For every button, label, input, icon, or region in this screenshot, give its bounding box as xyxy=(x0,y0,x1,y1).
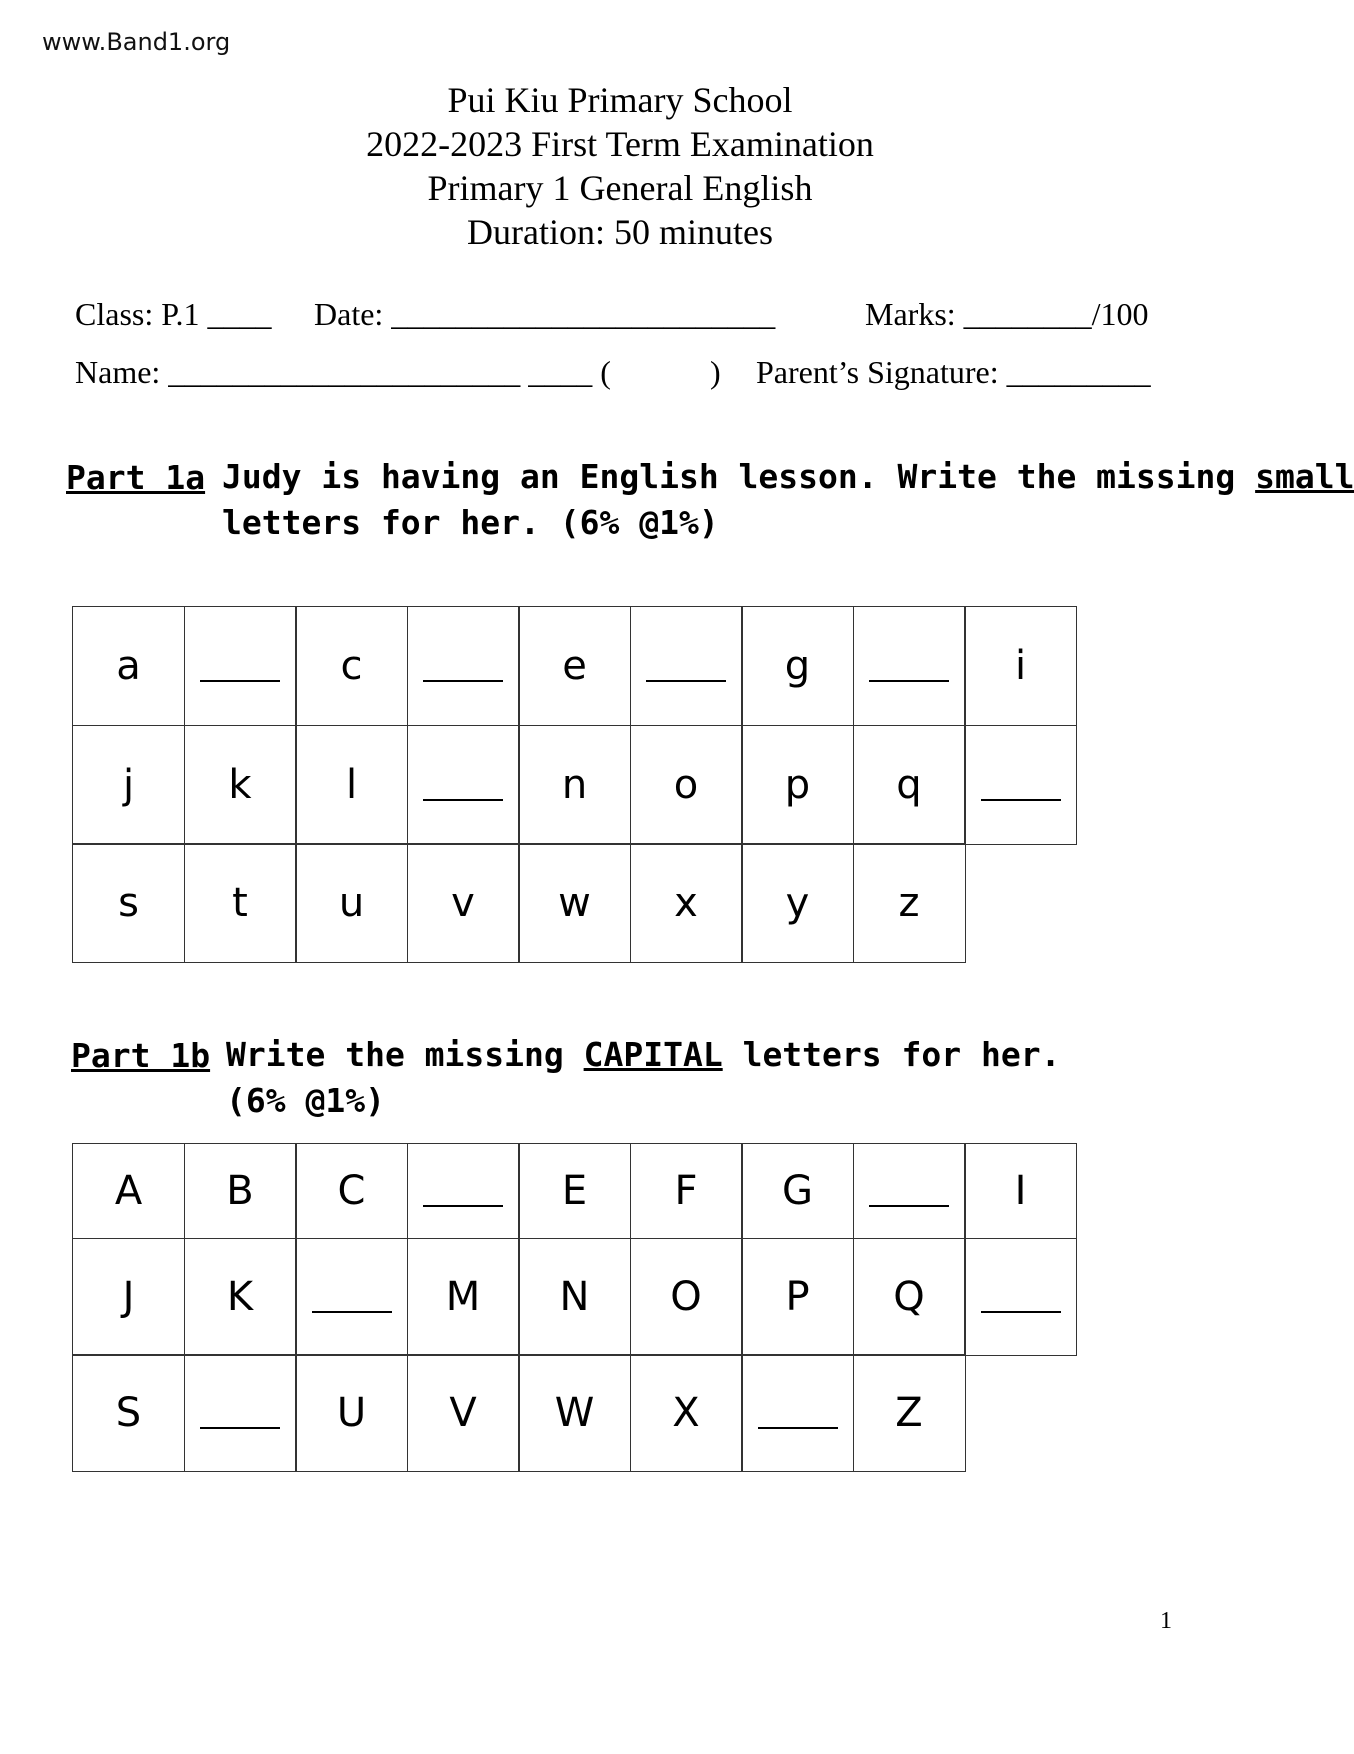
letter-cell: J xyxy=(72,1238,185,1356)
school-name: Pui Kiu Primary School xyxy=(447,80,793,120)
letter-row xyxy=(72,725,1076,844)
answer-line xyxy=(758,1425,838,1429)
part-1a-label: Part 1a xyxy=(66,458,206,497)
letter-cell: w xyxy=(518,843,631,963)
letter-cell: M xyxy=(407,1238,520,1356)
letter-cell: u xyxy=(295,843,408,963)
exam-title: 2022-2023 First Term Examination xyxy=(366,124,874,164)
letter-cell: Q xyxy=(853,1238,966,1356)
answer-line xyxy=(423,797,503,801)
answer-line xyxy=(423,1203,503,1207)
letter-cell: e xyxy=(518,606,631,726)
answer-line xyxy=(646,678,726,682)
answer-line xyxy=(423,678,503,682)
letter-cell: P xyxy=(741,1238,854,1356)
letter-cell: p xyxy=(741,725,854,845)
letter-row xyxy=(72,1354,1076,1471)
part-1b-line1: Write the missing xyxy=(226,1035,584,1074)
blank-letter-cell[interactable] xyxy=(964,1238,1077,1356)
letter-cell: j xyxy=(72,725,185,845)
name-paren-close: ) xyxy=(710,354,721,390)
letter-cell: n xyxy=(518,725,631,845)
letter-cell: S xyxy=(72,1354,185,1472)
letter-cell: Z xyxy=(853,1354,966,1472)
letter-cell: V xyxy=(407,1354,520,1472)
letter-cell: G xyxy=(741,1143,854,1239)
subject-title: Primary 1 General English xyxy=(427,168,813,208)
blank-letter-cell[interactable] xyxy=(407,1143,520,1239)
blank-letter-cell[interactable] xyxy=(853,1143,966,1239)
part-1a-instructions xyxy=(222,454,1354,546)
answer-line xyxy=(869,1203,949,1207)
signature-field: Parent’s Signature: _________ xyxy=(756,354,1151,390)
letter-cell: F xyxy=(630,1143,743,1239)
letter-cell: C xyxy=(295,1143,408,1239)
answer-line xyxy=(200,1425,280,1429)
letter-cell: U xyxy=(295,1354,408,1472)
part-1a-line1: Judy is having an English lesson. Write the missing xyxy=(222,457,1256,496)
answer-line xyxy=(981,1309,1061,1313)
duration: Duration: 50 minutes xyxy=(467,212,773,252)
letter-cell: t xyxy=(184,843,297,963)
letter-cell: N xyxy=(518,1238,631,1356)
answer-line xyxy=(312,1309,392,1313)
part-1b-label: Part 1b xyxy=(71,1036,211,1075)
watermark: www.Band1.org xyxy=(42,28,231,56)
part-1a-emphasis: small xyxy=(1255,457,1354,496)
name-field: Name: ______________________ ____ ( xyxy=(75,354,611,390)
blank-letter-cell[interactable] xyxy=(741,1354,854,1472)
blank-letter-cell[interactable] xyxy=(184,1354,297,1472)
part-1a-line2: letters for her. (6% @1%) xyxy=(222,503,719,542)
letter-cell: o xyxy=(630,725,743,845)
date-field: Date: ________________________ xyxy=(314,296,776,332)
letter-cell: q xyxy=(853,725,966,845)
letter-cell: v xyxy=(407,843,520,963)
letter-cell: g xyxy=(741,606,854,726)
letter-cell: B xyxy=(184,1143,297,1239)
blank-letter-cell[interactable] xyxy=(295,1238,408,1356)
letter-cell: k xyxy=(184,725,297,845)
letter-cell: i xyxy=(964,606,1077,726)
class-field: Class: P.1 ____ xyxy=(75,296,272,332)
answer-line xyxy=(200,678,280,682)
letter-cell: c xyxy=(295,606,408,726)
letter-cell: I xyxy=(964,1143,1077,1239)
letter-cell: X xyxy=(630,1354,743,1472)
letter-cell: W xyxy=(518,1354,631,1472)
part-1b-emphasis: CAPITAL xyxy=(583,1035,723,1074)
blank-letter-cell[interactable] xyxy=(964,725,1077,845)
page-number: 1 xyxy=(1160,1608,1172,1634)
part-1b-line2: (6% @1%) xyxy=(226,1081,385,1120)
answer-line xyxy=(981,797,1061,801)
letter-cell: s xyxy=(72,843,185,963)
letter-cell: z xyxy=(853,843,966,963)
letter-row xyxy=(72,1238,1076,1355)
blank-letter-cell[interactable] xyxy=(853,606,966,726)
letter-cell: K xyxy=(184,1238,297,1356)
blank-letter-cell[interactable] xyxy=(630,606,743,726)
letter-row xyxy=(72,843,1076,962)
blank-letter-cell[interactable] xyxy=(407,606,520,726)
letter-cell: A xyxy=(72,1143,185,1239)
part-1b-line1-end: letters for her. xyxy=(722,1035,1061,1074)
part-1a-letter-grid xyxy=(72,606,1076,962)
letter-cell: l xyxy=(295,725,408,845)
part-1b-letter-grid xyxy=(72,1143,1076,1471)
letter-row xyxy=(72,606,1076,725)
blank-letter-cell[interactable] xyxy=(184,606,297,726)
letter-cell: y xyxy=(741,843,854,963)
letter-cell: x xyxy=(630,843,743,963)
letter-row xyxy=(72,1143,1076,1238)
letter-cell: E xyxy=(518,1143,631,1239)
letter-cell: a xyxy=(72,606,185,726)
part-1b-instructions xyxy=(226,1032,1060,1124)
exam-header xyxy=(0,78,1240,254)
letter-cell: O xyxy=(630,1238,743,1356)
marks-field: Marks: ________/100 xyxy=(865,296,1149,332)
answer-line xyxy=(869,678,949,682)
blank-letter-cell[interactable] xyxy=(407,725,520,845)
